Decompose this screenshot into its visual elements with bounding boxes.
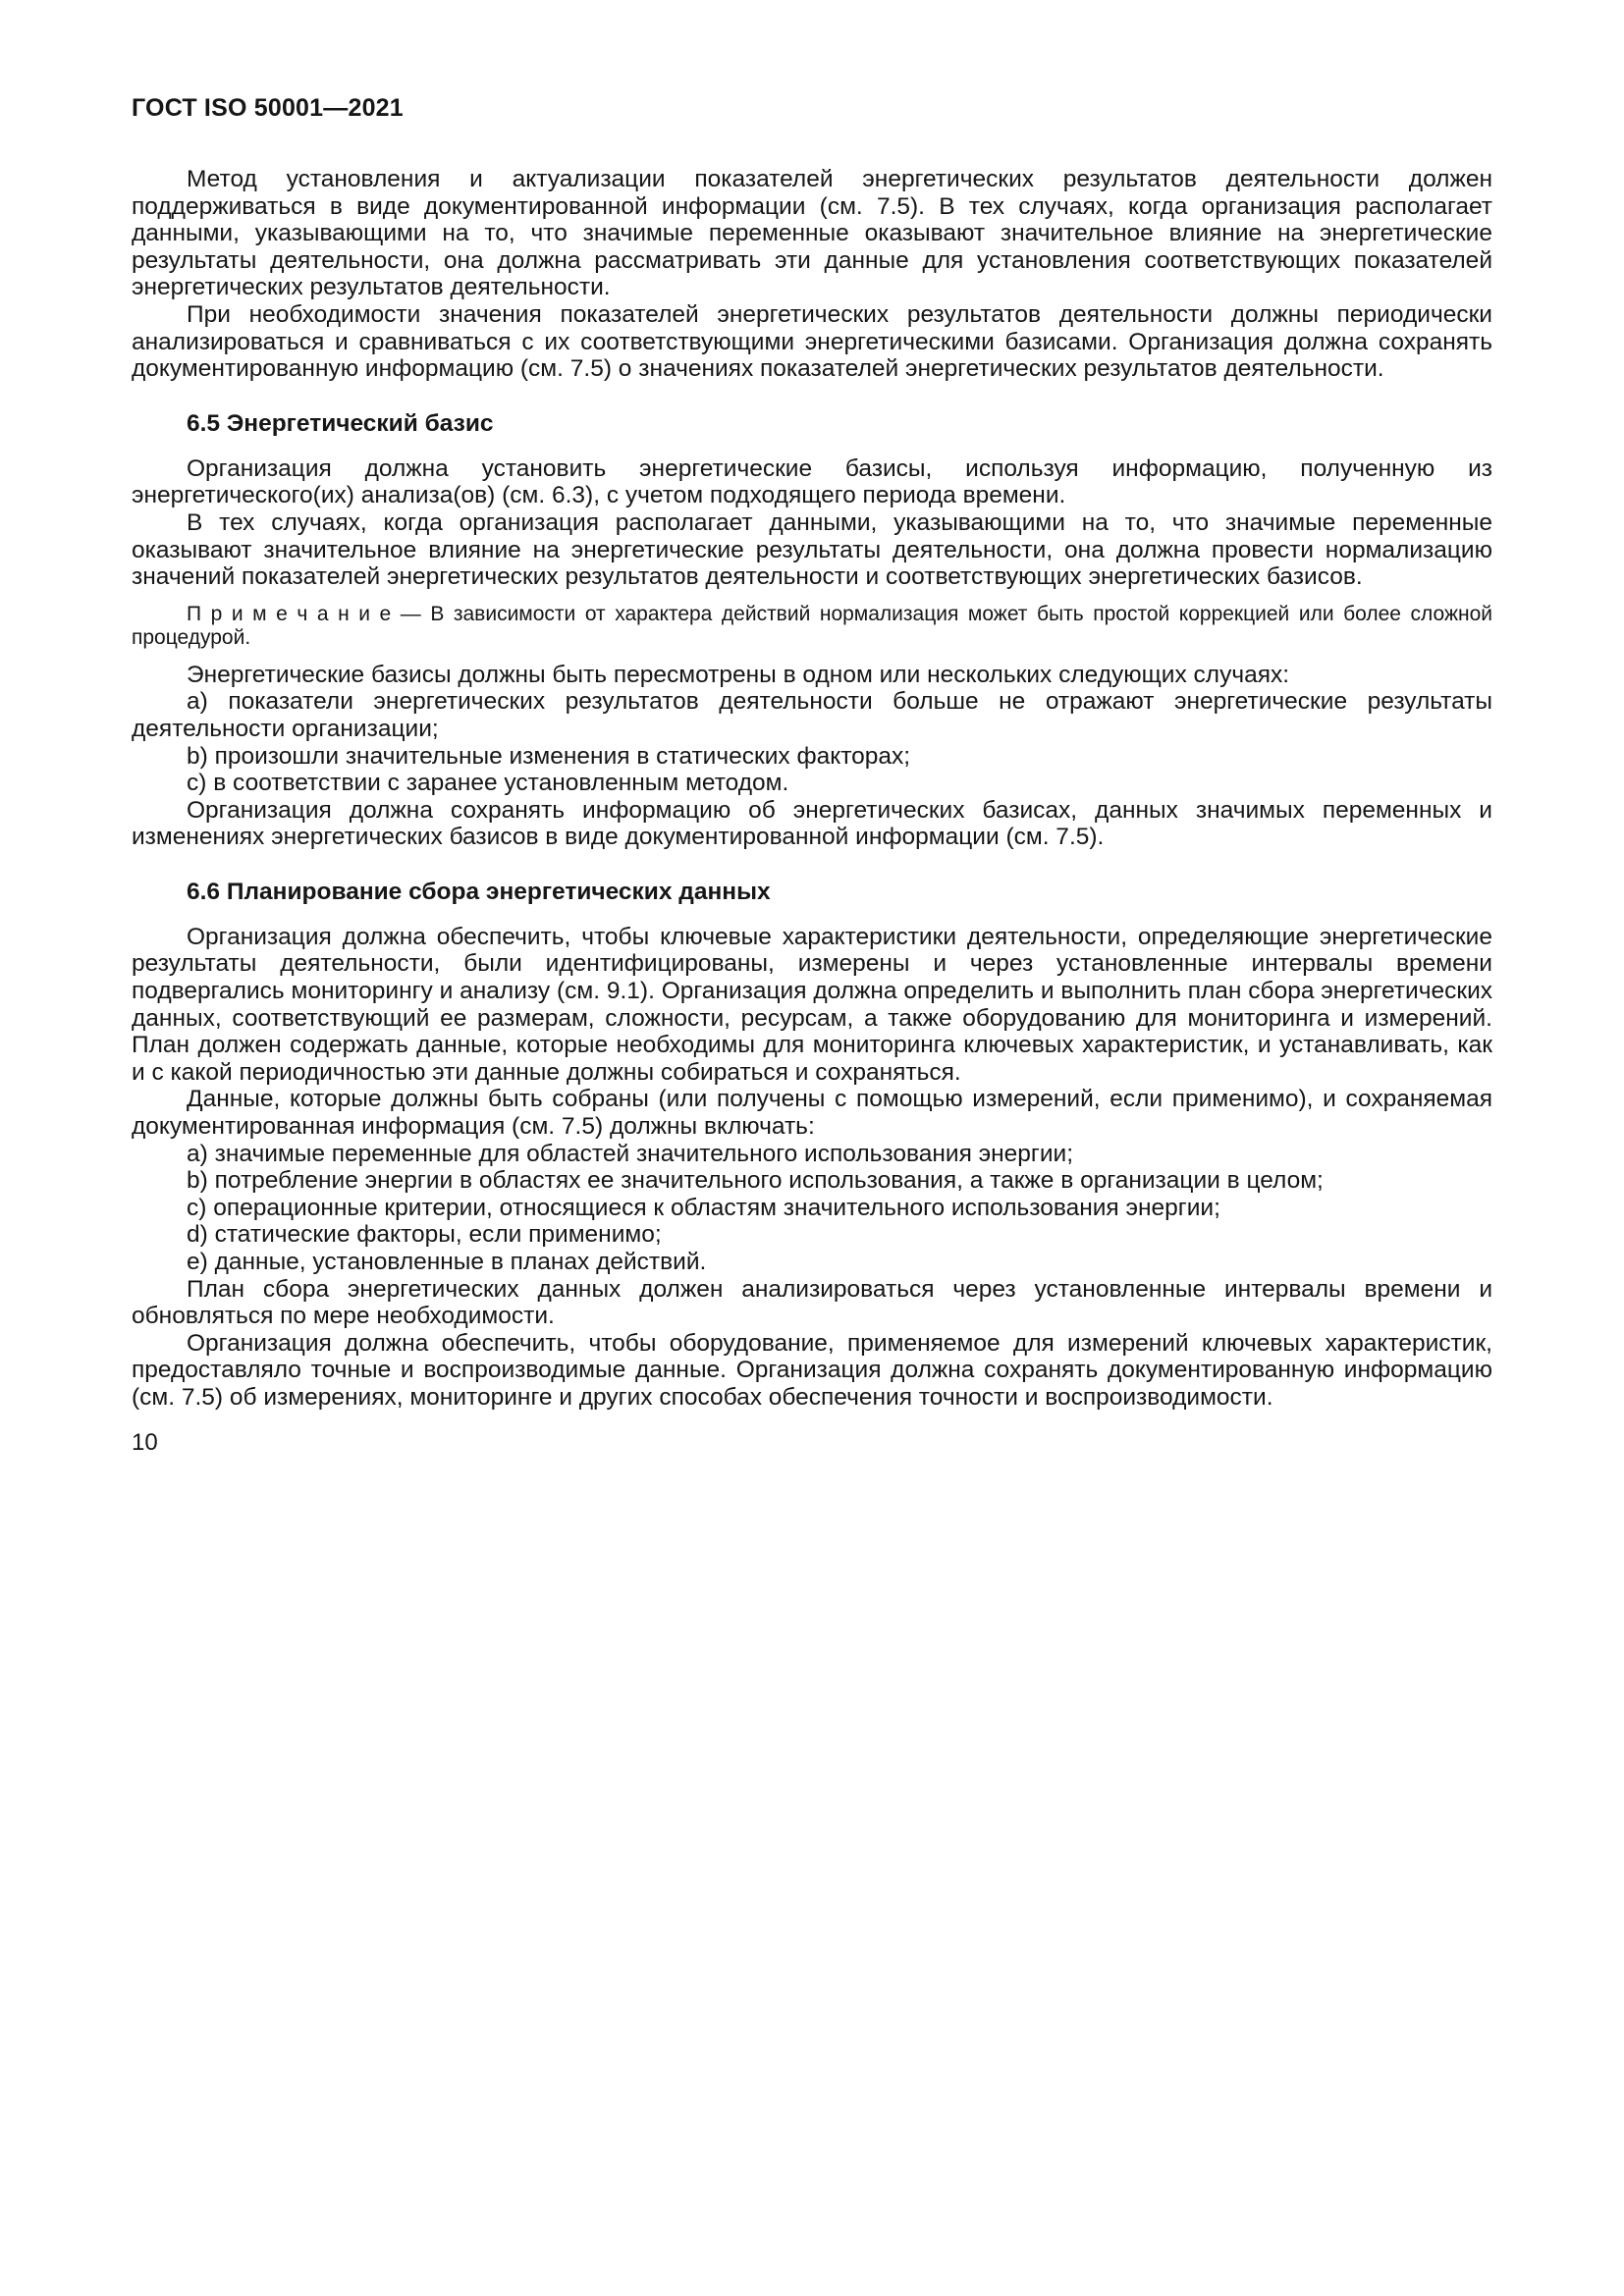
paragraph: Энергетические базисы должны быть пересмотрены в одном или нескольких следующих случаях: [187, 661, 1290, 688]
section-heading-6-5: 6.5 Энергетический базис [187, 409, 494, 437]
paragraph: Организация должна установить энергетические базисы, используя информацию, полученную из энергетического(их) анализа(ов) (см. 6.3), с учетом подходящего периода времени. [132, 454, 1492, 509]
list-item: a) показатели энергетических результатов деятельности больше не отражают энергетические результаты деятельности организации; [132, 688, 1492, 742]
note-paragraph: П р и м е ч а н и е — В зависимости от характера действий нормализация может быть простой коррекцией или более сложной процедурой. [132, 602, 1492, 649]
paragraph: План сбора энергетических данных должен анализироваться через установленные интервалы времени и обновляться по мере необходимости. [132, 1275, 1492, 1330]
list-item: c) в соответствии с заранее установленным методом. [187, 770, 789, 797]
list-item: c) операционные критерии, относящиеся к областям значительного использования энергии; [187, 1194, 1220, 1221]
paragraph: При необходимости значения показателей энергетических результатов деятельности должны периодически анализироваться и сравниваться с их соответствующими энергетическими базисами. Организация должна сохранять документированную информацию (см. 7.5) о значениях показателей энергетических результатов деятельности. [132, 300, 1492, 383]
document-header-title: ГОСТ ISO 50001—2021 [132, 94, 404, 122]
list-item: d) статические факторы, если применимо; [187, 1221, 662, 1249]
paragraph: Организация должна обеспечить, чтобы ключевые характеристики деятельности, определяющие энергетические результаты деятельности, были идентифицированы, измерены и через установленные интервалы времени подвергались мониторингу и анализу (см. 9.1). Организация должна определить и выполнить план сбора энергетических данных, соответствующий ее размерам, сложности, ресурсам, а также оборудованию для мониторинга и измерений. План должен содержать данные, которые необходимы для мониторинга ключевых характеристик, и устанавливать, как и с какой периодичностью эти данные должны собираться и сохраняться. [132, 923, 1492, 1086]
list-item: b) произошли значительные изменения в статических факторах; [187, 742, 911, 770]
document-body [132, 166, 1492, 1412]
list-item: b) потребление энергии в областях ее значительного использования, а также в организации в целом; [187, 1167, 1324, 1195]
page-number: 10 [132, 1428, 158, 1456]
section-heading-6-6: 6.6 Планирование сбора энергетических данных [187, 878, 771, 905]
paragraph: Организация должна обеспечить, чтобы оборудование, применяемое для измерений ключевых характеристик, предоставляло точные и воспроизводимые данные. Организация должна сохранять документированную информацию (см. 7.5) об измерениях, мониторинге и других способах обеспечения точности и воспроизводимости. [132, 1329, 1492, 1411]
list-item: a) значимые переменные для областей значительного использования энергии; [187, 1140, 1074, 1167]
paragraph: В тех случаях, когда организация располагает данными, указывающими на то, что значимые переменные оказывают значительное влияние на энергетические результаты деятельности, она должна провести нормализацию значений показателей энергетических результатов деятельности и соответствующих энергетических базисов. [132, 508, 1492, 591]
paragraph: Данные, которые должны быть собраны (или получены с помощью измерений, если применимо), и сохраняемая документированная информация (см. 7.5) должны включать: [132, 1086, 1492, 1141]
paragraph: Организация должна сохранять информацию об энергетических базисах, данных значимых переменных и изменениях энергетических базисов в виде документированной информации (см. 7.5). [132, 796, 1492, 851]
list-item: e) данные, установленные в планах действий. [187, 1249, 707, 1275]
paragraph: Метод установления и актуализации показателей энергетических результатов деятельности должен поддерживаться в виде документированной информации (см. 7.5). В тех случаях, когда организация располагает данными, указывающими на то, что значимые переменные оказывают значительное влияние на энергетические результаты деятельности, она должна рассматривать эти данные для установления соответствующих показателей энергетических результатов деятельности. [132, 166, 1492, 301]
